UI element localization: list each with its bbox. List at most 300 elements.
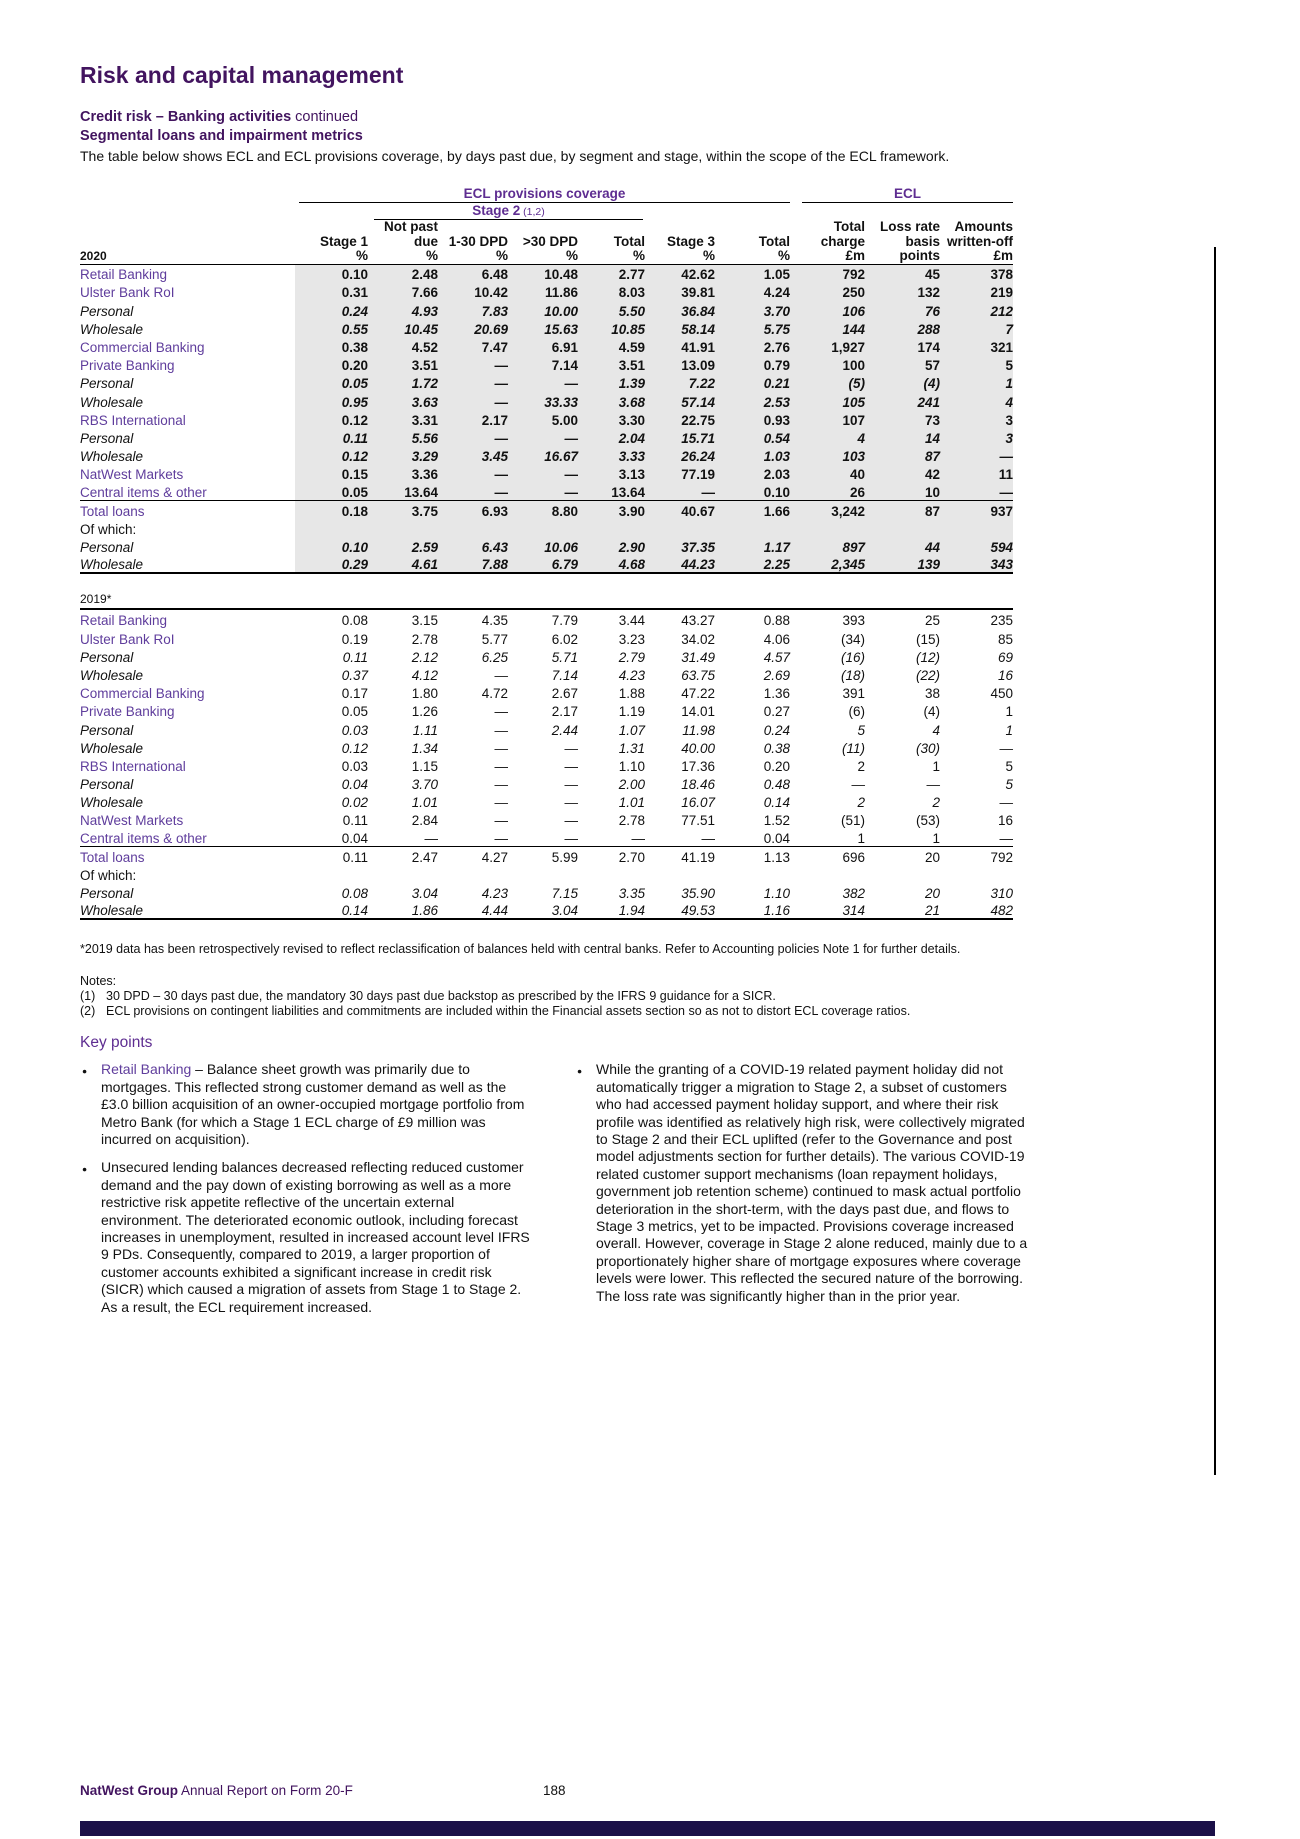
table-cell: 16 — [997, 667, 1013, 683]
table-row — [80, 738, 1013, 756]
table-cell: 63.75 — [681, 667, 715, 683]
table-row — [80, 264, 1013, 282]
row-label: Personal — [80, 303, 134, 319]
row-label: Wholesale — [80, 321, 144, 337]
table-cell: 0.93 — [715, 410, 790, 428]
table-cell: 7.14 — [551, 667, 578, 683]
table-cell: 4 — [932, 722, 940, 738]
table-cell: 2 — [857, 795, 865, 811]
table-cell: (51) — [840, 813, 865, 829]
table-cell: 6.79 — [508, 555, 578, 573]
table-cell: 5 — [1005, 777, 1013, 793]
table-cell: 10.42 — [438, 282, 508, 300]
table-cell: (22) — [915, 667, 940, 683]
table-cell: (34) — [840, 631, 865, 647]
table-cell: 43.27 — [681, 613, 715, 629]
table-cell: 0.95 — [295, 391, 368, 409]
table-cell: 3.31 — [368, 410, 438, 428]
table-cell — [508, 865, 578, 883]
table-cell: 4.52 — [368, 337, 438, 355]
table-cell: — — [645, 482, 715, 500]
table-cell: 6.48 — [438, 264, 508, 282]
table-cell: (15) — [915, 631, 940, 647]
table-cell: 77.19 — [645, 464, 715, 482]
table-cell: 103 — [790, 446, 865, 464]
table-cell: — — [424, 831, 438, 847]
table-cell: 8.03 — [578, 282, 645, 300]
table-row — [80, 756, 1013, 774]
table-cell: 1.88 — [618, 686, 645, 702]
table-cell: 0.55 — [295, 319, 368, 337]
row-label: Personal — [80, 376, 134, 392]
table-cell: 1 — [1005, 704, 1013, 720]
row-label: Wholesale — [80, 394, 144, 410]
key-points — [80, 1061, 1030, 1327]
table-cell: 2,345 — [790, 555, 865, 573]
table-cell: — — [564, 795, 578, 811]
key-point-item: ● Retail Banking – Balance sheet growth was primarily due to mortgages. This reflected strong customer demand as well as the £3.0 billion acquisition of an owner-occupied mortgage portfolio from Metro Bank (for which a Stage 1 ECL charge of £9 million was incurred on acquisition). — [80, 1061, 535, 1148]
table-cell: 0.20 — [295, 355, 368, 373]
table-cell: (4) — [923, 704, 940, 720]
table-cell: 382 — [842, 886, 865, 902]
table-cell: 41.91 — [645, 337, 715, 355]
table-cell: 0.29 — [295, 555, 368, 573]
table-cell: 241 — [865, 391, 940, 409]
table-cell: (12) — [915, 649, 940, 665]
table-cell: 6.25 — [481, 649, 508, 665]
table-cell: 0.18 — [295, 500, 368, 518]
table-cell: 33.33 — [508, 391, 578, 409]
table-cell — [645, 519, 715, 537]
table-cell — [940, 865, 1013, 883]
spacer-cell — [80, 203, 368, 220]
table-cell: 2.78 — [411, 631, 438, 647]
table-cell: 0.24 — [763, 722, 790, 738]
table-cell: 3,242 — [790, 500, 865, 518]
table-cell — [790, 519, 865, 537]
table-cell: — — [494, 831, 508, 847]
table-cell: 11.86 — [508, 282, 578, 300]
table-cell: 5.77 — [481, 631, 508, 647]
key-points-heading: Key points — [80, 1034, 153, 1052]
table-cell: 10.45 — [368, 319, 438, 337]
table-cell: 3.04 — [508, 901, 578, 919]
table-cell: 3.15 — [411, 613, 438, 629]
table-cell: 2.25 — [715, 555, 790, 573]
table-cell: — — [508, 482, 578, 500]
table-row — [80, 410, 1013, 428]
table-cell: 321 — [940, 337, 1013, 355]
table-cell: 4.35 — [481, 613, 508, 629]
row-label: Personal — [80, 777, 134, 793]
column-header: 1-30 DPD % — [438, 220, 508, 264]
table-cell: 3.90 — [578, 500, 645, 518]
table-cell: 39.81 — [645, 282, 715, 300]
row-label: Wholesale — [80, 555, 295, 573]
page-content — [80, 62, 1030, 1327]
table-cell: 4.57 — [763, 649, 790, 665]
table-cell: 1.34 — [411, 740, 438, 756]
table-cell: 174 — [865, 337, 940, 355]
table-cell: — — [851, 777, 865, 793]
table-cell — [645, 865, 715, 883]
footer-brand: NatWest Group — [80, 1783, 179, 1798]
table-cell: 4 — [940, 391, 1013, 409]
table-cell: 3.45 — [438, 446, 508, 464]
table-cell: 4.44 — [438, 901, 508, 919]
table-cell: 288 — [865, 319, 940, 337]
table-cell: 13.64 — [578, 482, 645, 500]
table-cell: 0.14 — [295, 901, 368, 919]
notes-list — [80, 989, 1030, 1018]
key-point-item: ● Unsecured lending balances decreased reflecting reduced customer demand and the pay down of existing borrowing as well as a more restrictive risk appetite reflective of the uncertain external environment. The deteriorated economic outlook, including forecast increases in unemployment, resulted in increased account level IFRS 9 PDs. Consequently, compared to 2019, a larger proportion of customer accounts exhibited a significant increase in credit risk (SICR) which caused a migration of assets from Stage 1 to Stage 2. As a result, the ECL requirement increased. — [80, 1159, 535, 1316]
note-number: (1) — [80, 989, 96, 1004]
table-cell — [295, 519, 368, 537]
table-cell: 5.00 — [508, 410, 578, 428]
table-cell: 0.10 — [715, 482, 790, 500]
table-cell: 0.04 — [341, 831, 368, 847]
table-cell: 1.10 — [618, 758, 645, 774]
table-cell: 4.06 — [763, 631, 790, 647]
table-cell: 20 — [865, 847, 940, 865]
table-cell: 1.07 — [618, 722, 645, 738]
table-row — [80, 500, 1013, 518]
table-cell: 4.59 — [578, 337, 645, 355]
row-label: Total loans — [80, 500, 295, 518]
table-cell: 1.16 — [715, 901, 790, 919]
table-cell: 1.31 — [618, 740, 645, 756]
table-cell: 87 — [865, 500, 940, 518]
table-cell: 44 — [865, 537, 940, 555]
table-row — [80, 701, 1013, 719]
table-cell: — — [438, 373, 508, 391]
table-cell: 13.09 — [645, 355, 715, 373]
table-cell: 77.51 — [681, 813, 715, 829]
table-cell: 7.88 — [438, 555, 508, 573]
row-label: Personal — [80, 430, 134, 446]
table-cell: 2.84 — [411, 813, 438, 829]
table-cell: — — [508, 428, 578, 446]
table-cell: 2.44 — [551, 722, 578, 738]
table-cell: 2.69 — [763, 667, 790, 683]
table-cell: 40.00 — [681, 740, 715, 756]
table-cell — [578, 519, 645, 537]
row-label: Personal — [80, 649, 134, 665]
key-point-item: ● While the granting of a COVID-19 related payment holiday did not automatically trigger a migration to Stage 2, a subset of customers who had accessed payment holiday support, and where their risk profile was identified as relatively high risk, were collectively migrated to Stage 2 and their ECL uplifted (refer to the Governance and post model adjustments section for further details). The various COVID-19 related customer support mechanisms (loan repayment holidays, government job retention scheme) continued to mask actual portfolio deterioration in the short-term, with the days past due, and flows to Stage 3 metrics, yet to be impacted. Provisions coverage increased overall. However, coverage in Stage 2 alone reduced, mainly due to a proportionately higher share of mortgage exposures where coverage levels were lower. This reflected the secured nature of the borrowing. The loss rate was significantly higher than in the prior year. — [575, 1061, 1030, 1305]
table-cell: 937 — [940, 500, 1013, 518]
table-cell: 0.12 — [295, 446, 368, 464]
table-cell: 0.19 — [341, 631, 368, 647]
table-cell: 36.84 — [645, 300, 715, 318]
table-cell: 1.05 — [715, 264, 790, 282]
table-cell: 3.44 — [618, 613, 645, 629]
table-cell: 7.83 — [438, 300, 508, 318]
table-cell: 5 — [940, 355, 1013, 373]
table-cell: 450 — [990, 686, 1013, 702]
subtitle — [80, 109, 1030, 125]
table-cell: 10.00 — [508, 300, 578, 318]
table-cell: 0.05 — [295, 482, 368, 500]
table-cell: 7.22 — [645, 373, 715, 391]
table-cell: — — [494, 704, 508, 720]
table-cell: 0.21 — [715, 373, 790, 391]
table-cell: — — [564, 831, 578, 847]
row-label: Wholesale — [80, 667, 144, 683]
row-label: Personal — [80, 722, 134, 738]
table-footnote: *2019 data has been retrospectively revised to reflect reclassification of balances held with central banks. Refer to Accounting policies Note 1 for further details. — [80, 942, 961, 957]
table-cell: — — [999, 795, 1013, 811]
table-cell: 3.70 — [411, 777, 438, 793]
row-label: Personal — [80, 540, 134, 555]
table-cell: — — [494, 813, 508, 829]
table-cell: 76 — [865, 300, 940, 318]
table-cell: 2.70 — [578, 847, 645, 865]
row-label: NatWest Markets — [80, 467, 184, 483]
table-cell — [368, 519, 438, 537]
table-cell: 3.04 — [411, 886, 438, 902]
table-cell — [438, 865, 508, 883]
table-cell: 10.85 — [578, 319, 645, 337]
table-cell: 1 — [932, 831, 940, 847]
table-cell: 482 — [940, 901, 1013, 919]
group-header-ecl-coverage: ECL provisions coverage — [295, 186, 790, 203]
row-label: Ulster Bank RoI — [80, 285, 175, 301]
table-row — [80, 628, 1013, 646]
table-cell: 0.17 — [341, 686, 368, 702]
table-cell: (16) — [840, 649, 865, 665]
table-cell: 7.79 — [551, 613, 578, 629]
table-row — [80, 847, 1013, 865]
table-cell: 41.19 — [645, 847, 715, 865]
row-label: Ulster Bank RoI — [80, 631, 175, 647]
table-cell: 5.56 — [368, 428, 438, 446]
table-cell: 45 — [865, 264, 940, 282]
table-cell: 10.48 — [508, 264, 578, 282]
table-cell: 393 — [842, 613, 865, 629]
table-row — [80, 446, 1013, 464]
table-cell: 2.47 — [368, 847, 438, 865]
table-row — [80, 282, 1013, 300]
table-cell: 1.10 — [763, 886, 790, 902]
table-cell: 34.02 — [681, 631, 715, 647]
table-cell: 57 — [865, 355, 940, 373]
row-label: Of which: — [80, 521, 137, 537]
table-cell: 85 — [997, 631, 1013, 647]
table-cell: (53) — [915, 813, 940, 829]
table-cell: 0.20 — [763, 758, 790, 774]
table-cell: 1.17 — [715, 537, 790, 555]
table-cell: 144 — [790, 319, 865, 337]
table-cell: 16.07 — [681, 795, 715, 811]
table-cell: 7 — [940, 319, 1013, 337]
group-header-ecl: ECL — [790, 186, 1013, 203]
table-cell: 35.90 — [681, 886, 715, 902]
table-cell: 4.23 — [481, 886, 508, 902]
table-cell: 18.46 — [681, 777, 715, 793]
table-cell: 4.93 — [368, 300, 438, 318]
table-cell: 0.24 — [295, 300, 368, 318]
table-row — [80, 373, 1013, 391]
table-cell: 250 — [790, 282, 865, 300]
table-cell: 4.61 — [368, 555, 438, 573]
table-cell: 87 — [865, 446, 940, 464]
table-cell: 5 — [1005, 758, 1013, 774]
column-header: Total charge £m — [790, 220, 865, 264]
table-cell: 1.03 — [715, 446, 790, 464]
table-cell: 73 — [865, 410, 940, 428]
key-points-right-column — [575, 1061, 1030, 1327]
table-cell: (4) — [865, 373, 940, 391]
table-cell: 3.33 — [578, 446, 645, 464]
table-cell: 38 — [924, 686, 940, 702]
row-label: Private Banking — [80, 358, 175, 374]
table-cell: — — [999, 831, 1013, 847]
table-row — [80, 719, 1013, 737]
table-cell: 1 — [1005, 722, 1013, 738]
table-cell — [368, 865, 438, 883]
table-cell: 5.99 — [508, 847, 578, 865]
table-cell: 0.08 — [341, 886, 368, 902]
table-cell: 0.11 — [295, 428, 368, 446]
table-cell: 25 — [924, 613, 940, 629]
table-cell: 235 — [990, 613, 1013, 629]
table-cell: 314 — [790, 901, 865, 919]
table-cell: — — [438, 391, 508, 409]
table-cell: 0.05 — [295, 373, 368, 391]
table-cell: 57.14 — [645, 391, 715, 409]
table-cell: 0.27 — [763, 704, 790, 720]
table-cell: 2.04 — [578, 428, 645, 446]
table-row — [80, 464, 1013, 482]
table-cell: 26.24 — [645, 446, 715, 464]
table-cell: 16 — [997, 813, 1013, 829]
table-cell: 7.15 — [551, 886, 578, 902]
table-cell: 2.79 — [618, 649, 645, 665]
subtitle-credit-risk: Credit risk – Banking activities — [80, 109, 292, 125]
table-cell: 792 — [940, 847, 1013, 865]
table-cell — [790, 865, 865, 883]
table-cell: 2.17 — [438, 410, 508, 428]
row-label: Wholesale — [80, 740, 144, 756]
table-row — [80, 828, 1013, 846]
table-cell: 105 — [790, 391, 865, 409]
table-cell — [438, 519, 508, 537]
table-cell: 11 — [940, 464, 1013, 482]
group-header-row — [80, 186, 1013, 203]
table-cell: 3.51 — [578, 355, 645, 373]
row-label: Wholesale — [80, 795, 144, 811]
table-row — [80, 300, 1013, 318]
column-header: Loss rate basis points — [865, 220, 940, 264]
table-cell: 0.04 — [763, 831, 790, 847]
table-cell: 0.88 — [763, 613, 790, 629]
table-cell: 0.08 — [341, 613, 368, 629]
table-cell: 378 — [940, 264, 1013, 282]
table-cell: — — [940, 482, 1013, 500]
table-cell: 0.31 — [295, 282, 368, 300]
table-cell — [715, 865, 790, 883]
table-cell: 0.11 — [295, 847, 368, 865]
table-cell: 2 — [857, 758, 865, 774]
row-label: Retail Banking — [80, 267, 168, 283]
table-cell: 6.91 — [508, 337, 578, 355]
table-row — [80, 519, 1013, 537]
table-cell: 0.03 — [341, 722, 368, 738]
table-cell: 4 — [790, 428, 865, 446]
table-cell: 7.47 — [438, 337, 508, 355]
table-cell: 2.03 — [715, 464, 790, 482]
table-cell: 1.01 — [411, 795, 438, 811]
key-point-lead: Retail Banking — [101, 1061, 192, 1078]
table-cell: — — [508, 464, 578, 482]
table-cell: 2.12 — [411, 649, 438, 665]
table-cell: 3.23 — [618, 631, 645, 647]
table-cell: 3.30 — [578, 410, 645, 428]
footer — [80, 1783, 353, 1798]
table-cell: 4.24 — [715, 282, 790, 300]
table-cell: 5.75 — [715, 319, 790, 337]
table-cell: 15.71 — [645, 428, 715, 446]
table-cell: — — [926, 777, 940, 793]
table-cell: 219 — [940, 282, 1013, 300]
spacer-cell — [645, 203, 1013, 220]
table-cell: 391 — [842, 686, 865, 702]
table-row — [80, 319, 1013, 337]
table-cell: 1,927 — [790, 337, 865, 355]
table-cell: 22.75 — [645, 410, 715, 428]
note-text: 30 DPD – 30 days past due, the mandatory 30 days past due backstop as prescribed by the IFRS 9 guidance for a SICR. — [106, 989, 776, 1004]
table-cell: — — [508, 373, 578, 391]
page-title: Risk and capital management — [80, 62, 404, 88]
table-cell: 6.02 — [551, 631, 578, 647]
table-row — [80, 428, 1013, 446]
table-cell — [508, 519, 578, 537]
column-header-row — [80, 220, 1013, 264]
table-cell: 10.06 — [508, 537, 578, 555]
table-cell: — — [701, 831, 715, 847]
loans-impairment-table-2019 — [80, 610, 1013, 920]
page-number: 188 — [543, 1783, 566, 1798]
table-cell: 14.01 — [681, 704, 715, 720]
table-cell: 1.52 — [763, 813, 790, 829]
table-cell: 69 — [997, 649, 1013, 665]
table-cell — [295, 865, 368, 883]
table-cell: 3.75 — [368, 500, 438, 518]
table-cell: 31.49 — [681, 649, 715, 665]
table-row — [80, 482, 1013, 500]
table-cell: — — [999, 740, 1013, 756]
row-label: RBS International — [80, 412, 186, 428]
table-cell: 3.35 — [618, 886, 645, 902]
table-cell: 2.00 — [618, 777, 645, 793]
table-cell: 0.02 — [341, 795, 368, 811]
table-cell: 0.38 — [295, 337, 368, 355]
table-cell: 47.22 — [681, 686, 715, 702]
table-cell: 0.12 — [295, 410, 368, 428]
table-row — [80, 774, 1013, 792]
table-body-2019 — [80, 610, 1013, 919]
table-row — [80, 665, 1013, 683]
table-cell: 100 — [790, 355, 865, 373]
table-cell: 4.72 — [481, 686, 508, 702]
table-cell: 0.05 — [341, 704, 368, 720]
table-cell: 106 — [790, 300, 865, 318]
table-cell: 594 — [940, 537, 1013, 555]
table-cell: 696 — [790, 847, 865, 865]
column-header: Total % — [715, 220, 790, 264]
table-cell — [578, 865, 645, 883]
table-cell: 0.03 — [341, 758, 368, 774]
